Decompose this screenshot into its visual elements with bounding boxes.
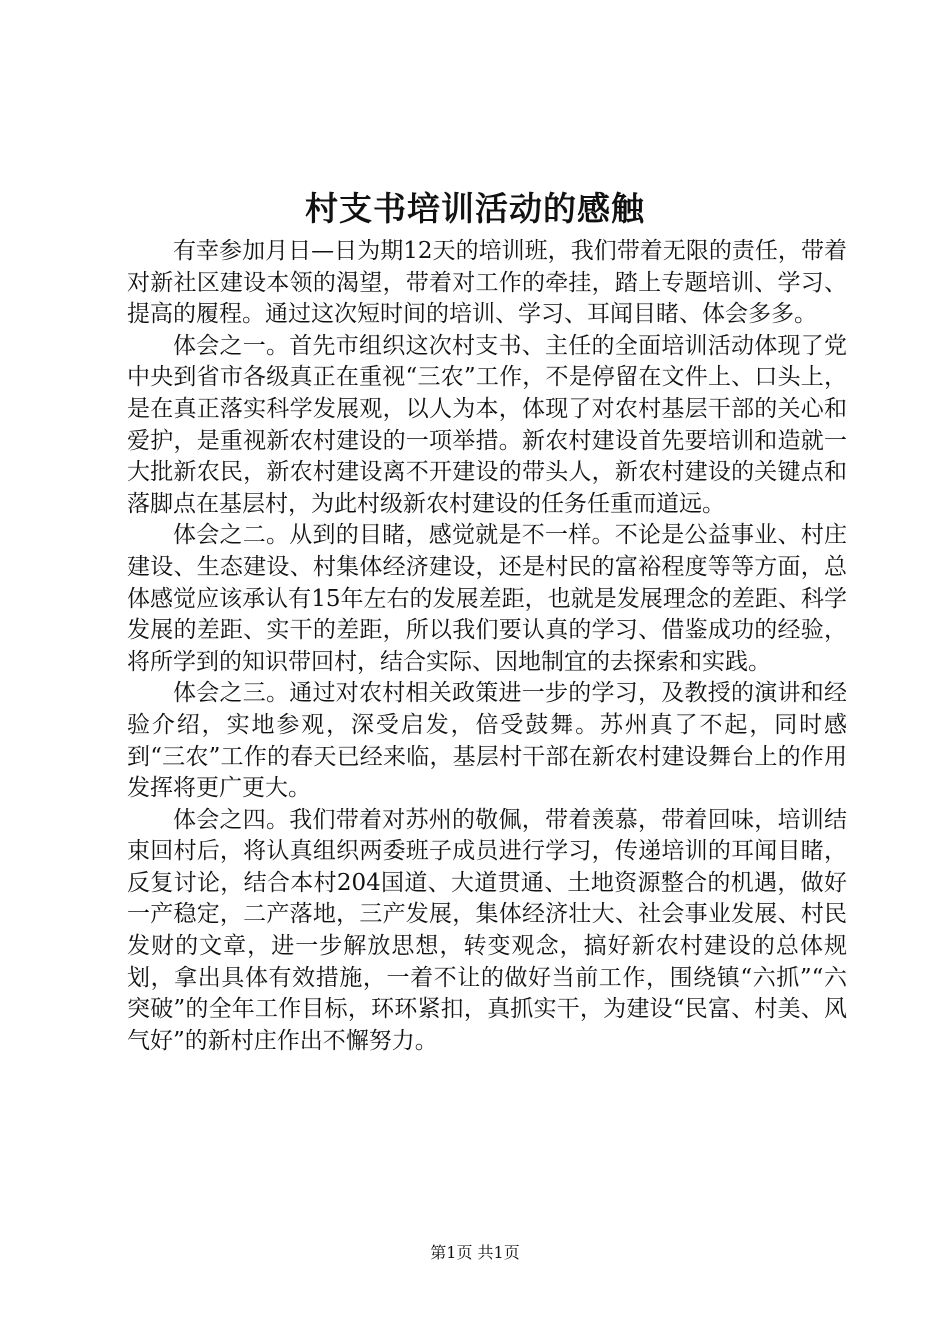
paragraph-insight-1: 体会之一。首先市组织这次村支书、主任的全面培训活动体现了党中央到省市各级真正在重视“三农”工作，不是停留在文件上、口头上，是在真正落实科学发展观，以人为本，体现了对农村基层干部的关心和爱护，是重视新农村建设的一项举措。新农村建设首先要培训和造就一大批新农民，新农村建设离不开建设的带头人，新农村建设的关键点和落脚点在基层村，为此村级新农村建设的任务任重而道远。 (127, 332, 847, 517)
paragraph-insight-4: 体会之四。我们带着对苏州的敬佩，带着羡慕，带着回味，培训结束回村后，将认真组织两委班子成员进行学习，传递培训的耳闻目睹，反复讨论，结合本村204国道、大道贯通、土地资源整合的机遇，做好一产稳定，二产落地，三产发展，集体经济壮大、社会事业发展、村民发财的文章，进一步解放思想，转变观念，搞好新农村建设的总体规划，拿出具体有效措施，一着不让的做好当前工作，围绕镇“六抓”“六突破”的全年工作目标，环环紧扣，真抓实干，为建设“民富、村美、风气好”的新村庄作出不懈努力。 (127, 806, 847, 1054)
document-title: 村支书培训活动的感触 (305, 189, 645, 228)
paragraph-intro: 有幸参加月日—日为期12天的培训班，我们带着无限的责任，带着对新社区建设本领的渴望，带着对工作的牵挂，踏上专题培训、学习、提高的履程。通过这次短时间的培训、学习、耳闻目睹、体会多多。 (127, 238, 847, 328)
page-number: 第1页 共1页 (430, 1243, 520, 1262)
paragraph-insight-2: 体会之二。从到的目睹，感觉就是不一样。不论是公益事业、村庄建设、生态建设、村集体经济建设，还是村民的富裕程度等等方面，总体感觉应该承认有15年左右的发展差距，也就是发展理念的差距、科学发展的差距、实干的差距，所以我们要认真的学习、借鉴成功的经验，将所学到的知识带回村，结合实际、因地制宜的去探索和实践。 (127, 522, 847, 675)
paragraph-insight-3: 体会之三。通过对农村相关政策进一步的学习，及教授的演讲和经验介绍，实地参观，深受启发，倍受鼓舞。苏州真了不起，同时感到“三农”工作的春天已经来临，基层村干部在新农村建设舞台上的作用发挥将更广更大。 (127, 680, 847, 802)
document-body (127, 236, 847, 1057)
